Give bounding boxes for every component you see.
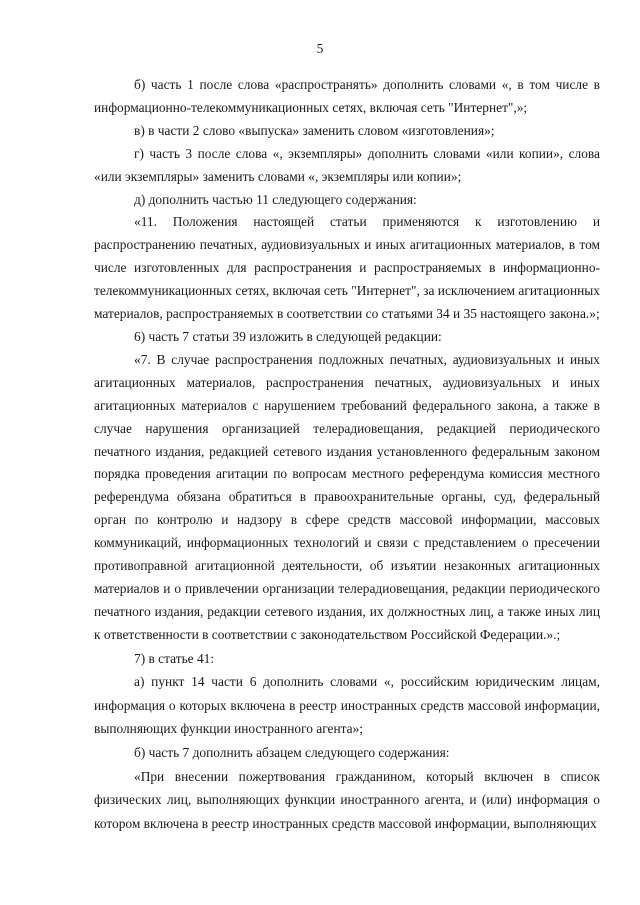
paragraph-v-part2: в) в части 2 слово «выпуска» заменить словом «изготовления»; <box>134 122 495 138</box>
document-body <box>94 74 600 835</box>
paragraph-a-point14: а) пункт 14 части 6 дополнить словами «, российским юридическим лицам, информация о которых включена в реестр иностранных средств массовой информации, выполняющих функции иностранного агента»; <box>94 674 600 737</box>
paragraph-g-part3: г) часть 3 после слова «, экземпляры» дополнить словами «или копии», слова «или экземпляры» заменить словами «, экземпляры или копии»; <box>94 145 600 184</box>
paragraph-b-part7: б) часть 7 дополнить абзацем следующего содержания: <box>134 745 450 761</box>
paragraph-quote-11: «11. Положения настоящей статьи применяются к изготовлению и распространению печатных, аудиовизуальных и иных агитационных материалов, в том числе изготовленных для распространения и распространяемых в информационно-телекоммуникационных сетях, включая сеть "Интернет", за исключением агитационных материалов, распространяемых в соответствии со статьями 34 и 35 настоящего закона.»; <box>94 214 600 322</box>
paragraph-b-part1: б) часть 1 после слова «распространять» дополнить словами «, в том числе в информационно-телекоммуникационных сетях, включая сеть "Интернет",»; <box>94 77 600 115</box>
paragraph-quote-7: «7. В случае распространения подложных печатных, аудиовизуальных и иных агитационных материалов, распространения печатных, аудиовизуальных и иных агитационных материалов с нарушением требований федерального закона, а также в случае нарушения организацией телерадиовещания, редакцией периодического печатного издания, редакцией сетевого издания установленного федеральным законом порядка проведения агитации по вопросам местного референдума комиссия местного референдума обязана обратиться в правоохранительные органы, суд, федеральный орган по контролю и надзору в сфере средств массовой информации, массовых коммуникаций, информационных технологий и связи с представлением о пресечении противоправной агитационной деятельности, об изъятии незаконных агитационных материалов и о привлечении организации телерадиовещания, редакции периодического печатного издания, редакции сетевого издания, их должностных лиц, а также иных лиц к ответственности в соответствии с законодательством Российской Федерации.».; <box>94 351 600 642</box>
paragraph-d-part11: д) дополнить частью 11 следующего содержания: <box>134 191 417 207</box>
paragraph-item-6: 6) часть 7 статьи 39 изложить в следующей редакции: <box>134 328 442 344</box>
page-number: 5 <box>316 41 324 56</box>
paragraph-item-7: 7) в статье 41: <box>134 650 215 666</box>
paragraph-quote-donation: «При внесении пожертвования гражданином, который включен в список физических лиц, выполняющих функции иностранного агента, и (или) информация о котором включена в реестр иностранных средств массовой информации, выполняющих <box>94 768 600 831</box>
